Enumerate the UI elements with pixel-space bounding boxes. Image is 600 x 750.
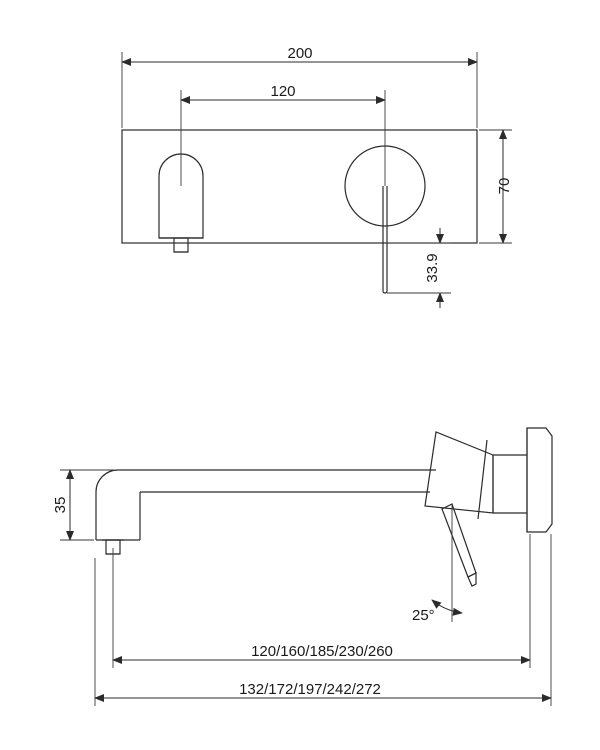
dim-label-plate-height: 70 <box>496 177 513 195</box>
wall-plate-outline <box>122 130 477 243</box>
handle-lever-side <box>442 504 476 577</box>
dim-label-handle-angle: 25° <box>412 607 435 624</box>
outlet-nozzle <box>174 238 188 252</box>
dim-label-plate-width: 200 <box>287 45 313 62</box>
dim-label-proj-outer: 132/172/197/242/272 <box>239 681 381 698</box>
dim-label-centre-spacing: 120 <box>270 83 296 100</box>
dim-label-proj-inner: 120/160/185/230/260 <box>251 643 393 660</box>
front-view-group <box>122 45 513 308</box>
wall-flange <box>527 428 552 532</box>
handle-lever-tip-side <box>468 573 476 586</box>
dim-arc-handle-angle <box>432 600 462 613</box>
dim-label-lever-drop: 33.9 <box>424 253 441 283</box>
handle-base-fold <box>478 440 487 519</box>
dim-label-spout-rise: 35 <box>52 496 69 514</box>
side-view-group <box>52 428 552 706</box>
handle-lever-tip <box>383 291 387 293</box>
spout-elbow-outer <box>96 470 118 540</box>
